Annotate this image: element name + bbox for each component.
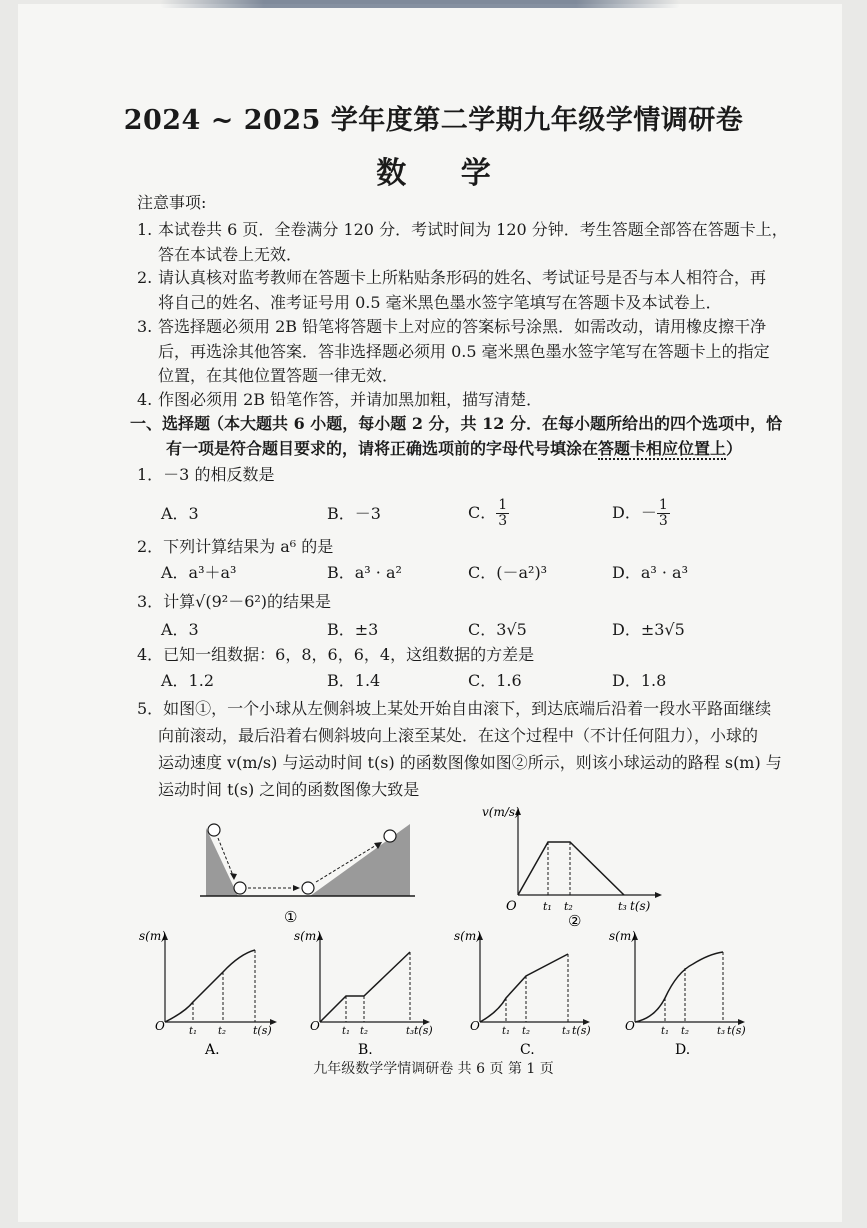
ball-start [208,824,220,836]
d-y-label: s(m) [609,929,636,943]
fig2-t-axis-label: t(s) [630,899,651,913]
choice-d-graph [605,922,755,1062]
note-1-line2: 答在本试卷上无效． [158,245,303,264]
q5-line1: 5．如图①，一个小球从左侧斜坡上某处开始自由滚下，到达底端后沿着一段水平路面继续 [137,699,772,718]
d-t1-label: t₁ [661,1026,670,1037]
fig2-origin: O [506,899,517,914]
section-instructions-emphasis: 答题卡相应位置上 [598,439,727,458]
choice-a-label: A. [205,1042,220,1058]
arrow-flat [293,885,300,891]
note-1-line1: 本试卷共 6 页．全卷满分 120 分．考试时间为 120 分钟．考生答题全部答在答题卡上， [158,220,788,239]
a-t-axis-label: t(s) [253,1024,272,1037]
q5-line2: 向前滚动，最后沿着右侧斜坡向上滚至某处．在这个过程中（不计任何阻力），小球的 [158,726,759,745]
q1-d-denominator: 3 [658,513,668,529]
c-curve [480,954,568,1022]
b-t1-label: t₁ [342,1026,351,1037]
note-1-num: 1. [137,220,153,239]
a-t2-label: t₂ [218,1026,227,1037]
ball-bottom-left [234,882,246,894]
note-3-line2: 后，再选涂其他答案．答非选择题必须用 0.5 毫米黑色墨水签字笔写在答题卡上的指定 [158,342,770,361]
q3-option-b: B．±3 [327,620,379,639]
section-instructions-line2a: 有一项是符合题目要求的，请将正确选项前的字母代号填涂在 [166,439,599,458]
q1-option-d [612,498,670,529]
c-t1-label: t₁ [502,1026,511,1037]
fig2-t1-label: t₁ [543,900,552,913]
figure-1-caption: ① [284,908,298,926]
q2-option-d: D．a³ · a³ [612,563,688,582]
fig2-y-label: v(m/s) [482,805,520,819]
c-origin: O [470,1019,480,1033]
exam-title: 2024 ~ 2025 学年度第二学期九年级学情调研卷 [123,105,744,136]
note-2-num: 2. [137,268,153,287]
q4-option-b: B．1.4 [327,671,381,690]
fig2-x-arrow [655,892,662,898]
choice-d-label: D. [675,1042,691,1058]
q2-option-b: B．a³ · a² [327,563,402,582]
c-t3-label: t₃ [562,1026,571,1037]
section-label: 一、选择题 [130,414,211,433]
d-curve [635,952,723,1022]
a-origin: O [155,1019,165,1033]
b-t2-label: t₂ [360,1026,369,1037]
exam-subject: 数 学 [376,156,513,191]
c-t2-label: t₂ [522,1026,531,1037]
b-t-axis-label: t(s) [414,1024,433,1037]
section-instructions-line2 [166,438,742,460]
page-footer: 九年级数学学情调研卷 共 6 页 第 1 页 [313,1061,554,1077]
q2-option-a: A．a³＋a³ [161,563,237,582]
b-line [320,952,410,1022]
note-2-line1: 请认真核对监考教师在答题卡上所粘贴条形码的姓名、考试证号是否与本人相符合，再 [158,268,767,287]
note-2-line2: 将自己的姓名、准考证号用 0.5 毫米黑色墨水签字笔填写在答题卡及本试卷上． [158,293,722,312]
c-t-axis-label: t(s) [572,1024,591,1037]
scan-mark [160,0,680,8]
note-3-line1: 答选择题必须用 2B 铅笔将答题卡上对应的答案标号涂黑．如需改动，请用橡皮擦干净 [158,317,767,336]
q1-option-c-fraction [496,498,509,529]
a-y-label: s(m) [139,929,166,943]
ball-bottom-right [302,882,314,894]
q1-c-denominator: 3 [498,513,508,529]
figure-2-caption: ② [568,912,582,930]
arrow-down [230,873,237,880]
ball-end [384,830,396,842]
b-origin: O [310,1019,320,1033]
fig2-velocity-line [518,842,624,895]
d-origin: O [625,1019,635,1033]
choice-a-graph [135,922,285,1062]
notes-heading: 注意事项: [137,193,207,212]
q1-option-c-label: C． [468,503,497,522]
q1-option-d-label: D．－ [612,503,657,522]
left-slope [206,828,238,896]
q1-stem: 1．－3 的相反数是 [137,465,275,484]
fig2-t3-label: t₃ [618,900,627,913]
choice-b-label: B. [358,1042,373,1058]
q3-stem: 3．计算√(9²－6²)的结果是 [137,592,332,611]
note-3-num: 3. [137,317,153,336]
q1-option-d-fraction [657,498,670,529]
figure-2-velocity-graph [478,800,668,930]
q2-option-c: C．(－a²)³ [468,563,548,582]
choice-c-graph [450,922,600,1062]
fig2-t2-label: t₂ [564,900,573,913]
note-3-line3: 位置，在其他位置答题一律无效． [158,366,399,385]
q1-option-c [468,498,509,529]
q1-d-numerator: 1 [658,497,668,513]
q3-option-a: A．3 [161,620,199,639]
d-t2-label: t₂ [681,1026,690,1037]
b-t3-label: t₃ [406,1026,415,1037]
choice-b-graph [290,922,440,1062]
choice-c-label: C. [520,1042,535,1058]
figure-1-slopes [200,818,420,933]
section-instructions-close: ） [726,439,743,458]
q5-line3: 运动速度 v(m/s) 与运动时间 t(s) 的函数图像如图②所示，则该小球运动的路程 s(m) 与 [158,753,782,772]
note-4-line1: 作图必须用 2B 铅笔作答，并请加黑加粗，描写清楚． [158,390,543,409]
q4-option-d: D．1.8 [612,671,667,690]
q3-option-c: C．3√5 [468,620,527,639]
section-instructions-line1: （本大题共 6 小题，每小题 2 分，共 12 分．在每小题所给出的四个选项中，恰 [208,414,782,433]
q4-option-a: A．1.2 [161,671,215,690]
q3-option-d: D．±3√5 [612,620,685,639]
q2-stem: 2．下列计算结果为 a⁶ 的是 [137,537,334,556]
d-t3-label: t₃ [717,1026,726,1037]
q1-option-b: B．－3 [327,504,381,523]
q4-option-c: C．1.6 [468,671,522,690]
q1-option-a: A．3 [161,504,199,523]
q1-c-numerator: 1 [498,497,508,513]
d-t-axis-label: t(s) [727,1024,746,1037]
q5-line4: 运动时间 t(s) 之间的函数图像大致是 [158,780,420,799]
b-y-label: s(m) [294,929,321,943]
c-y-label: s(m) [454,929,481,943]
a-t1-label: t₁ [189,1026,198,1037]
note-4-num: 4. [137,390,153,409]
q4-stem: 4．已知一组数据：6，8，6，6，4，这组数据的方差是 [137,645,535,664]
a-curve [165,950,255,1022]
